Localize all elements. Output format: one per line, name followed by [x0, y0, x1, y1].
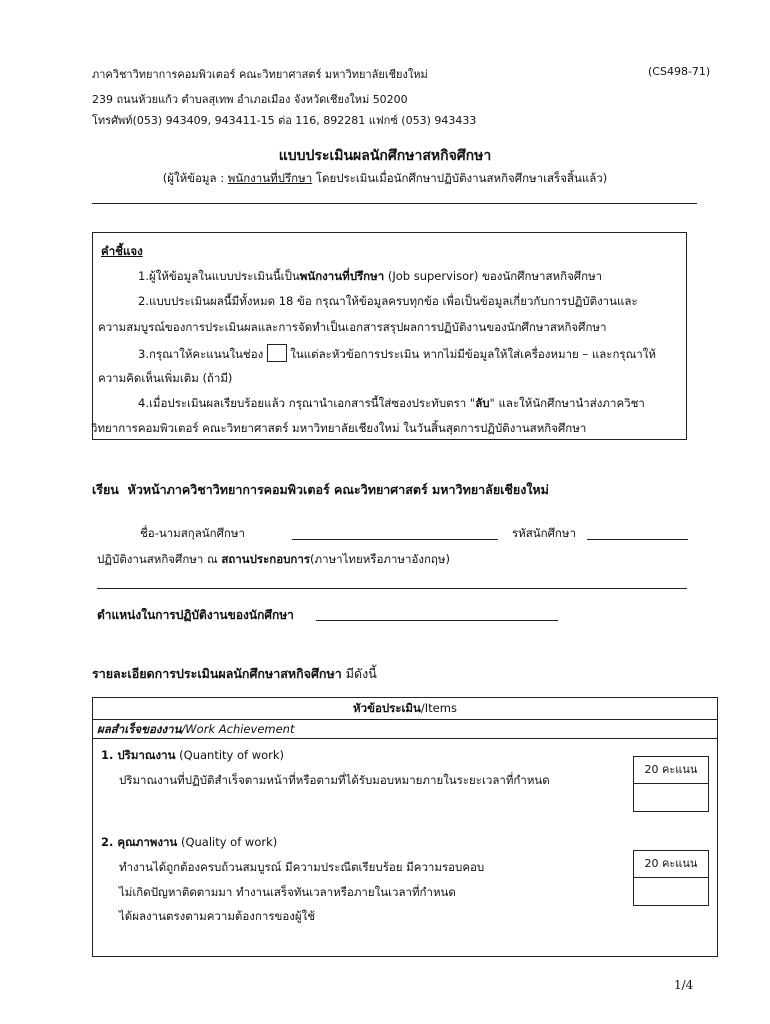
table-header [93, 698, 717, 720]
subtitle-suffix: โดยประเมินเมื่อนักศึกษาปฏิบัติงานสหกิจศึกษาเสร็จสิ้นแล้ว) [312, 171, 608, 185]
page-subtitle [0, 170, 770, 188]
instruction-4-pre: 4.เมื่อประเมินผลเรียบร้อยแล้ว กรุณานำเอกสารนี้ใส่ซองประทับตรา " [138, 396, 476, 410]
details-heading-normal: มีดังนี้ [341, 666, 377, 681]
page-title: แบบประเมินผลนักศึกษาสหกิจศึกษา [278, 148, 492, 164]
instructions-heading: คำชี้แจง [101, 244, 143, 258]
phone-line: โทรศัพท์(053) 943409, 943411-15 ต่อ 116, 892281 แฟกซ์ (053) 943433 [92, 114, 477, 127]
subtitle-role: พนักงานที่ปรึกษา [227, 171, 313, 185]
title-divider [92, 203, 697, 204]
addressee-text: หัวหน้าภาควิชาวิทยาการคอมพิวเตอร์ คณะวิทยาศาสตร์ มหาวิทยาลัยเชียงใหม่ [127, 482, 549, 497]
instruction-1-pre: 1.ผู้ให้ข้อมูลในแบบประเมินนี้เป็น [138, 269, 300, 283]
details-heading [92, 664, 377, 684]
workplace-bold: สถานประกอบการ [221, 552, 311, 566]
addressee [92, 480, 549, 500]
subtitle-prefix: (ผู้ให้ข้อมูล : [162, 171, 228, 185]
item-1-title [101, 747, 284, 765]
instruction-3-post: ในแต่ละหัวข้อการประเมิน หากไม่มีข้อมูลให้ใส่เครื่องหมาย – และกรุณาให้ [290, 347, 656, 361]
item-2-desc-3: ได้ผลงานตรงตามความต้องการของผู้ใช้ [119, 909, 316, 923]
instruction-2b: ความสมบูรณ์ของการประเมินผลและการจัดทำเป็นเอกสารสรุปผลการปฏิบัติงานของนักศึกษาสหกิจศึกษา [98, 320, 607, 334]
section-title-normal: /Work Achievement [181, 722, 295, 736]
item-2-score-box[interactable] [633, 850, 709, 906]
address-line: 239 ถนนห้วยแก้ว ตำบลสุเทพ อำเภอเมือง จังหวัดเชียงใหม่ 50200 [92, 93, 408, 106]
item-1-score-box[interactable] [633, 756, 709, 812]
section-work-achievement [93, 719, 717, 739]
item-2-title [101, 834, 277, 852]
table-header-normal: /Items [420, 701, 457, 715]
instruction-1-post: (Job supervisor) ของนักศึกษาสหกิจศึกษา [384, 269, 603, 283]
item-2-desc-1: ทำงานได้ถูกต้องครบถ้วนสมบูรณ์ มีความประณีตเรียบร้อย มีความรอบคอบ [119, 860, 485, 874]
student-id-label: รหัสนักศึกษา [512, 526, 576, 540]
position-field[interactable] [316, 620, 558, 621]
instruction-4-post: " และให้นักศึกษานำส่งภาควิชา [489, 396, 645, 410]
workplace-pre: ปฏิบัติงานสหกิจศึกษา ณ [97, 552, 222, 566]
instruction-3b: ความคิดเห็นเพิ่มเติม (ถ้ามี) [98, 371, 233, 385]
workplace-post: (ภาษาไทยหรือภาษาอังกฤษ) [310, 552, 450, 566]
workplace-label [97, 551, 450, 569]
evaluation-table [92, 697, 718, 957]
instruction-1 [138, 268, 602, 286]
instruction-4-bold: ลับ [475, 396, 490, 410]
student-id-field[interactable] [587, 539, 688, 540]
table-header-bold: หัวข้อประเมิน [353, 701, 421, 715]
details-heading-bold: รายละเอียดการประเมินผลนักศึกษาสหกิจศึกษา [92, 666, 342, 681]
form-code: (CS498-71) [648, 65, 711, 78]
student-name-label: ชื่อ-นามสกุลนักศึกษา [140, 526, 245, 540]
workplace-field[interactable] [97, 588, 687, 589]
instructions-box [92, 232, 687, 440]
addressee-label: เรียน [92, 482, 119, 497]
item-1-title-normal: (Quantity of work) [175, 748, 285, 762]
section-title-bold: ผลสำเร็จของงาน [97, 722, 182, 736]
item-2-desc-2: ไม่เกิดปัญหาติดตามมา ทำงานเสร็จทันเวลาหรือภายในเวลาที่กำหนด [119, 885, 456, 899]
item-2-max-score: 20 คะแนน [634, 851, 708, 878]
student-name-field[interactable] [292, 539, 498, 540]
item-1-desc: ปริมาณงานที่ปฏิบัติสำเร็จตามหน้าที่หรือตามที่ได้รับมอบหมายภายในระยะเวลาที่กำหนด [119, 773, 550, 787]
item-1-max-score: 20 คะแนน [634, 757, 708, 784]
item-2-title-bold: 2. คุณภาพงาน [101, 835, 178, 849]
position-label: ตำแหน่งในการปฏิบัติงานของนักศึกษา [97, 608, 294, 622]
instruction-4b: วิทยาการคอมพิวเตอร์ คณะวิทยาศาสตร์ มหาวิทยาลัยเชียงใหม่ ในวันสิ้นสุดการปฏิบัติงานสหกิจศึกษา [91, 421, 587, 435]
page-number: 1/4 [674, 978, 694, 992]
instruction-1-bold: พนักงานที่ปรึกษา [299, 269, 385, 283]
department-line: ภาควิชาวิทยาการคอมพิวเตอร์ คณะวิทยาศาสตร์ มหาวิทยาลัยเชียงใหม่ [92, 68, 428, 81]
item-1-title-bold: 1. ปริมาณงาน [101, 748, 176, 762]
score-box-sample [267, 344, 287, 362]
instruction-3 [138, 344, 656, 364]
instruction-2a: 2.แบบประเมินผลนี้มีทั้งหมด 18 ข้อ กรุณาให้ข้อมูลครบทุกข้อ เพื่อเป็นข้อมูลเกี่ยวกับการปฏิบัติงานและ [138, 294, 638, 308]
instruction-4 [138, 395, 645, 413]
instruction-3-pre: 3.กรุณาให้คะแนนในช่อง [138, 347, 264, 361]
item-2-title-normal: (Quality of work) [177, 835, 278, 849]
